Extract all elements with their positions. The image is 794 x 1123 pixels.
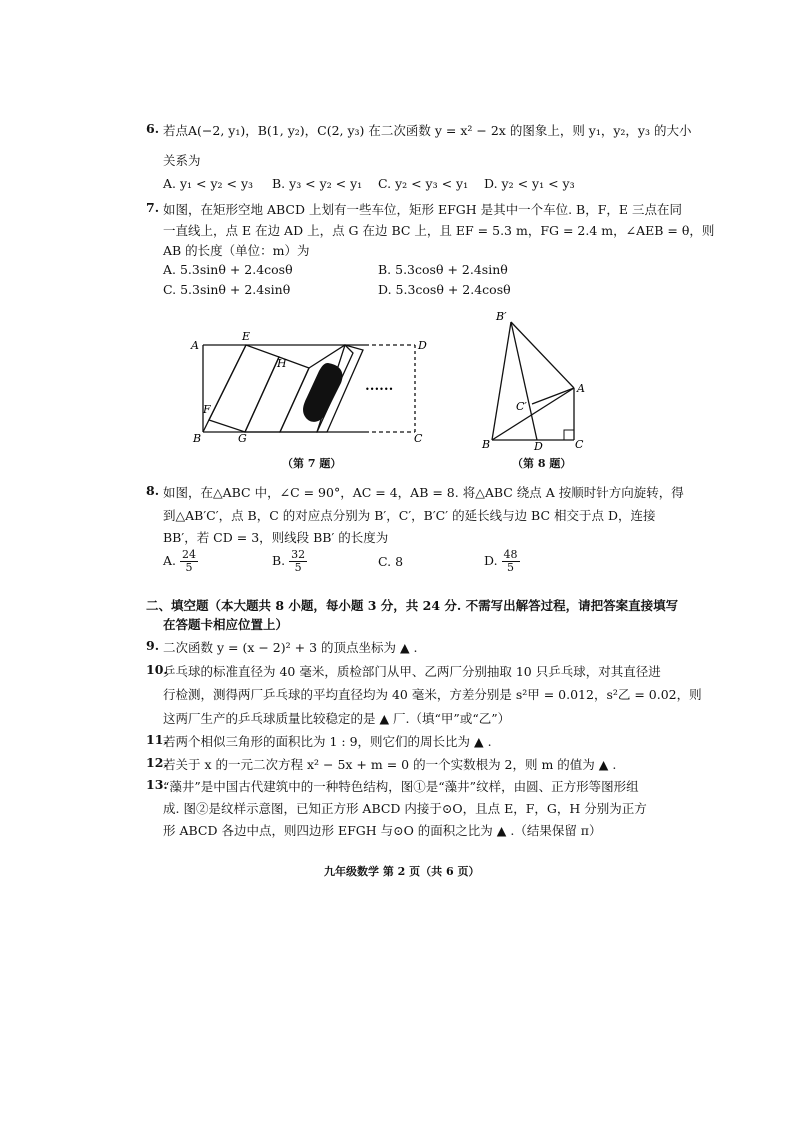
option-b <box>272 549 307 574</box>
label-c: C <box>575 438 584 451</box>
option-c: C. y₂ < y₃ < y₁ <box>378 176 469 191</box>
option-d: D. y₂ < y₁ < y₃ <box>484 176 575 191</box>
option-b: B. y₃ < y₂ < y₁ <box>272 176 363 191</box>
figure-8-triangle-diagram <box>478 308 593 453</box>
question-text: 若点A(−2, y₁)，B(1, y₂)，C(2, y₃) 在二次函数 y = x² − 2x 的图象上，则 y₁，y₂，y₃ 的大小 <box>163 123 692 138</box>
option-d <box>484 549 520 574</box>
denominator: 5 <box>294 561 302 574</box>
option-a: A. y₁ < y₂ < y₃ <box>163 176 254 191</box>
numerator: 32 <box>291 548 306 561</box>
fraction <box>502 549 520 574</box>
figure-7-parking-diagram <box>185 325 435 450</box>
denominator: 5 <box>507 561 515 574</box>
option-b: B. 5.3cosθ + 2.4sinθ <box>378 262 508 277</box>
label-a: A <box>191 339 199 352</box>
question-13-text: “藻井”是中国古代建筑中的一种特色结构，图①是“藻井”纹样，由圆、正方形等图形组 <box>163 779 639 794</box>
question-text: 如图，在矩形空地 ABCD 上划有一些车位，矩形 EFGH 是其中一个车位. B，F，E 三点在同 <box>163 202 683 217</box>
question-number: 13. <box>146 777 168 792</box>
question-text: 如图，在△ABC 中，∠C = 90°，AC = 4，AB = 8. 将△ABC 绕点 A 按顺时针方向旋转，得 <box>163 485 684 500</box>
question-number: 6. <box>146 121 160 136</box>
section-heading: 二、填空题（本大题共 8 小题，每小题 3 分，共 24 分. 不需写出解答过程，请把答案直接填写 <box>146 598 679 613</box>
question-11-text: 若两个相似三角形的面积比为 1 : 9，则它们的周长比为 ▲ . <box>163 734 492 749</box>
label-b: B <box>482 438 491 451</box>
label-h: H <box>277 357 287 370</box>
option-label: B. <box>272 553 286 568</box>
section-heading-cont: 在答题卡相应位置上） <box>163 617 289 632</box>
option-a: A. 5.3sinθ + 2.4cosθ <box>163 262 293 277</box>
label-g: G <box>238 432 247 445</box>
label-e: E <box>242 330 251 343</box>
question-text: 一直线上，点 E 在边 AD 上，点 G 在边 BC 上，且 EF = 5.3 m，FG = 2.4 m，∠AEB = θ，则 <box>163 223 715 238</box>
label-c-prime: C′ <box>516 400 527 413</box>
option-d: D. 5.3cosθ + 2.4cosθ <box>378 282 511 297</box>
question-text: 到△AB′C′，点 B，C 的对应点分别为 B′，C′，B′C′ 的延长线与边 BC 相交于点 D，连接 <box>163 508 656 523</box>
fraction <box>289 549 307 574</box>
denominator: 5 <box>185 561 193 574</box>
question-number: 9. <box>146 638 160 653</box>
option-a <box>163 549 198 574</box>
question-number: 11. <box>146 732 168 747</box>
label-b-prime: B′ <box>496 310 507 323</box>
question-number: 12. <box>146 755 168 770</box>
label-d: D <box>534 440 543 453</box>
question-text: BB′，若 CD = 3，则线段 BB′ 的长度为 <box>163 530 389 545</box>
question-number: 8. <box>146 483 160 498</box>
question-text: AB 的长度（单位：m）为 <box>163 243 310 258</box>
ellipsis-dots: •••••• <box>365 385 394 394</box>
car-icon <box>303 363 342 422</box>
label-d: D <box>418 339 427 352</box>
question-9-text: 二次函数 y = (x − 2)² + 3 的顶点坐标为 ▲ . <box>163 640 418 655</box>
label-f: F <box>203 403 211 416</box>
option-label: A. <box>163 553 177 568</box>
question-10-text: 行检测，测得两厂乒乓球的平均直径均为 40 毫米，方差分别是 s²甲 = 0.012，s²乙 = 0.02，则 <box>163 687 702 702</box>
question-number: 10. <box>146 662 168 677</box>
question-number: 7. <box>146 200 160 215</box>
option-c: C. 8 <box>378 554 404 569</box>
option-c: C. 5.3sinθ + 2.4sinθ <box>163 282 291 297</box>
question-text: 关系为 <box>163 153 201 168</box>
label-b: B <box>193 432 202 445</box>
question-12-text: 若关于 x 的一元二次方程 x² − 5x + m = 0 的一个实数根为 2，则 m 的值为 ▲ . <box>163 757 617 772</box>
numerator: 48 <box>503 548 518 561</box>
label-c: C <box>414 432 423 445</box>
figure-8-caption: （第 8 题） <box>512 457 572 470</box>
option-label: D. <box>484 553 498 568</box>
page-footer: 九年级数学 第 2 页（共 6 页） <box>324 865 480 878</box>
question-10-text: 乒乓球的标准直径为 40 毫米，质检部门从甲、乙两厂分别抽取 10 只乒乓球，对其直径进 <box>163 664 661 679</box>
figure-7-caption: （第 7 题） <box>282 457 342 470</box>
numerator: 24 <box>182 548 196 561</box>
fraction <box>180 549 198 574</box>
question-13-text: 成. 图②是纹样示意图，已知正方形 ABCD 内接于⊙O，且点 E，F，G，H 分别为正方 <box>163 801 647 816</box>
question-10-text: 这两厂生产的乒乓球质量比较稳定的是 ▲ 厂.（填“甲”或“乙”） <box>163 711 511 726</box>
question-13-text: 形 ABCD 各边中点，则四边形 EFGH 与⊙O 的面积之比为 ▲ .（结果保留 π） <box>163 823 602 838</box>
label-a: A <box>577 382 585 395</box>
